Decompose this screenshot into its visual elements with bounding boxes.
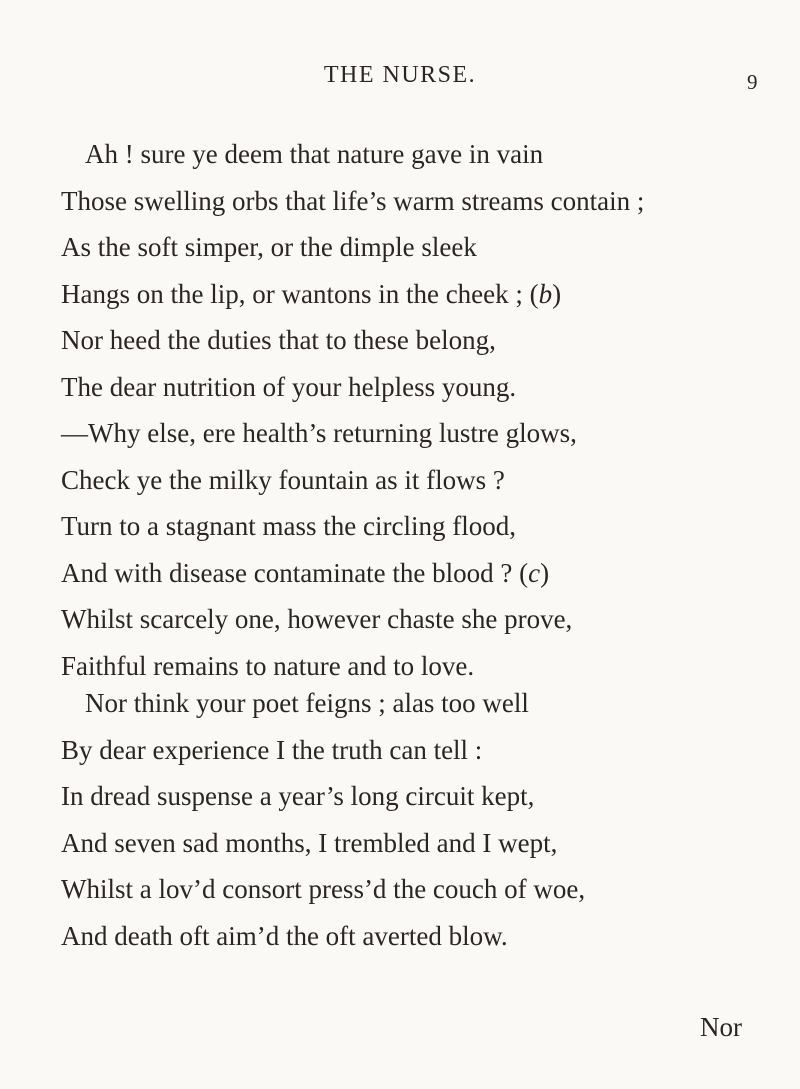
verse-line: Check ye the milky fountain as it flows ? — [61, 464, 505, 495]
footnote-marker: c — [528, 557, 541, 588]
verse-line: Ah ! sure ye deem that nature gave in vain — [85, 139, 544, 169]
verse-line: And with disease contaminate the blood ? (c) — [61, 557, 550, 588]
running-title: THE NURSE. — [323, 62, 477, 88]
page-number: 9 — [747, 70, 758, 94]
verse-line: Hangs on the lip, or wantons in the cheek ; (b) — [61, 278, 562, 309]
verse-line: As the soft simper, or the dimple sleek — [61, 232, 477, 262]
verse-line: Nor heed the duties that to these belong, — [61, 325, 496, 355]
verse-line: Whilst scarcely one, however chaste she prove, — [61, 604, 573, 634]
verse-line: By dear experience I the truth can tell : — [61, 734, 483, 765]
verse-line: —Why else, ere health’s returning lustre glows, — [61, 418, 577, 448]
stanza-1 — [61, 131, 644, 689]
verse-line: Those swelling orbs that life’s warm streams contain ; — [61, 185, 645, 216]
verse-line: Nor think your poet feigns ; alas too well — [85, 688, 529, 718]
verse-line: Turn to a stagnant mass the circling flood, — [61, 511, 516, 541]
catchword: Nor — [700, 1012, 742, 1042]
stanza-2 — [61, 680, 585, 959]
verse-line: Faithful remains to nature and to love. — [61, 650, 475, 681]
verse-line: Whilst a lov’d consort press’d the couch of woe, — [61, 874, 586, 904]
verse-line: In dread suspense a year’s long circuit kept, — [61, 781, 535, 811]
verse-line: And death oft aim’d the oft averted blow. — [61, 920, 508, 951]
verse-line: And seven sad months, I trembled and I wept, — [61, 827, 558, 858]
verse-line: The dear nutrition of your helpless young. — [61, 371, 517, 402]
footnote-marker: b — [538, 278, 553, 309]
